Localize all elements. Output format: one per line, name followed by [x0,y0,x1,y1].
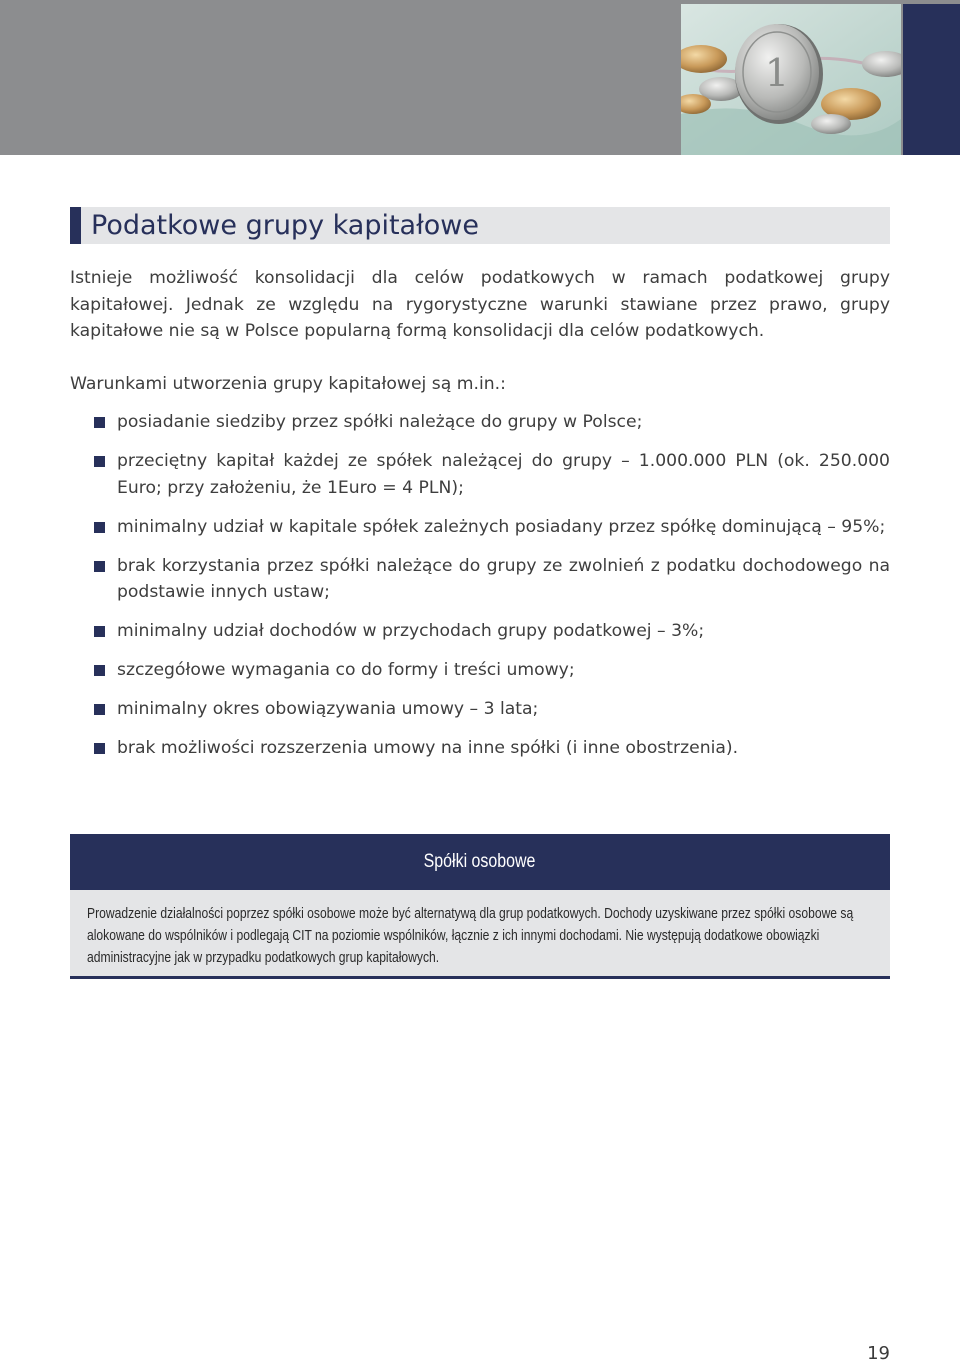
coins-icon [681,4,901,155]
bullet-square-icon [94,561,105,572]
list-item: szczegółowe wymagania co do formy i treści umowy; [94,657,890,684]
bullet-square-icon [94,665,105,676]
bullet-square-icon [94,743,105,754]
list-item: posiadanie siedziby przez spółki należące do grupy w Polsce; [94,409,890,436]
intro-paragraph: Istnieje możliwość konsolidacji dla celów podatkowych w ramach podatkowej grupy kapitałowej. Jednak ze względu na rygorystyczne warunki stawiane przez prawo, grupy kapitałowe nie są w Polsce popularną formą konsolidacji dla celów podatkowych. [70,268,890,341]
page-title: Podatkowe grupy kapitałowe [91,210,479,241]
section-title-banner [70,207,890,244]
page-number: 19 [867,1343,890,1364]
bullet-square-icon [94,704,105,715]
info-box-text: Prowadzenie działalności poprzez spółki osobowe może być alternatywą dla grup podatkowych. Dochody uzyskiwane przez spółki osobowe są alokowane do wspólników i podlegają CIT na poziomie wspólników, łącznie z ich innymi dochodami. Nie występują dodatkowe obowiązki administracyjne jak w przypadku podatkowych grup kapitałowych. [87,906,854,966]
bullet-square-icon [94,626,105,637]
list-item: przeciętny kapitał każdej ze spółek należącej do grupy – 1.000.000 PLN (ok. 250.000 Euro; przy założeniu, że 1Euro = 4 PLN); [94,448,890,501]
info-box-title: Spółki osobowe [424,851,536,872]
info-box-header [70,834,890,890]
list-item: minimalny udział w kapitale spółek zależnych posiadany przez spółkę dominującą – 95%; [94,514,890,541]
conditions-lead: Warunkami utworzenia grupy kapitałowej są m.in.: [70,374,506,394]
bullet-square-icon [94,417,105,428]
bullet-square-icon [94,456,105,467]
list-item: brak korzystania przez spółki należące do grupy ze zwolnień z podatku dochodowego na podstawie innych ustaw; [94,553,890,606]
list-item: minimalny okres obowiązywania umowy – 3 lata; [94,696,890,723]
header-accent-bar [903,4,960,155]
svg-text:1: 1 [764,51,790,95]
list-item: minimalny udział dochodów w przychodach grupy podatkowej – 3%; [94,618,890,645]
bullet-square-icon [94,522,105,533]
conditions-list [94,409,890,774]
list-item: brak możliwości rozszerzenia umowy na inne spółki (i inne obostrzenia). [94,735,890,762]
info-box-body [70,890,890,979]
title-accent-bar [70,207,81,244]
